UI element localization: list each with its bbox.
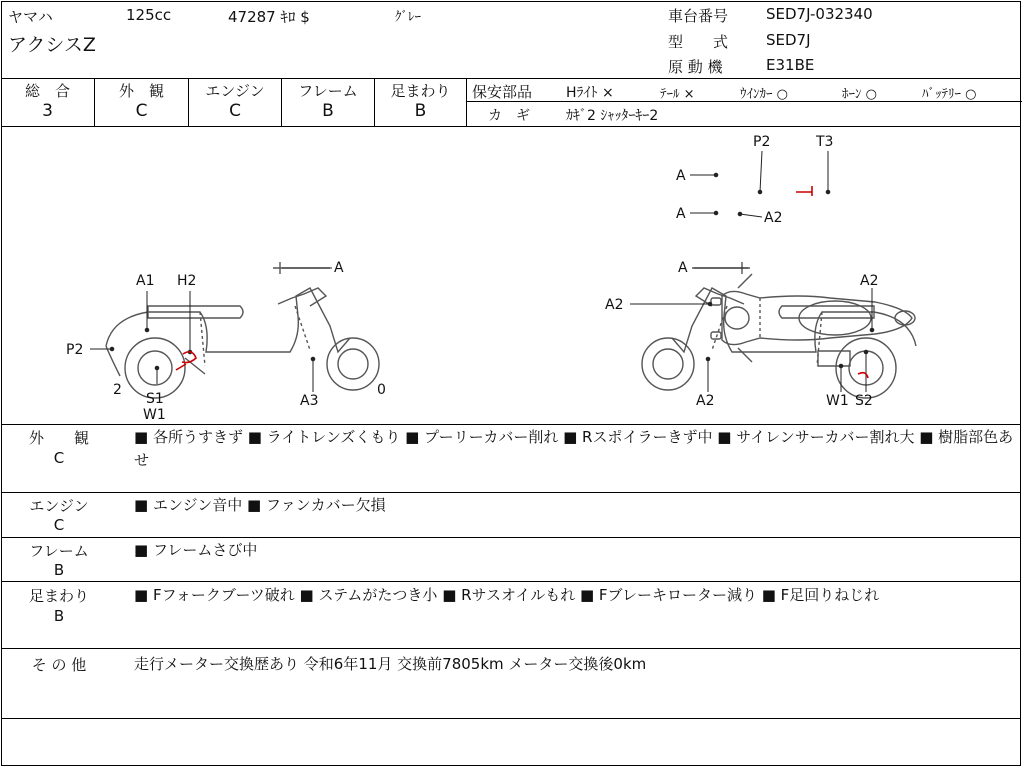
right-label-a2-right: A2: [860, 273, 879, 289]
left-label-s1: S1: [146, 391, 164, 407]
safety-winker: ｳｲﾝｶｰ ○: [740, 87, 788, 102]
safety-horn: ﾎｰﾝ ○: [842, 87, 877, 102]
frame-no-label: 車台番号: [668, 7, 729, 25]
left-label-2: 2: [113, 382, 122, 398]
exterior-grade-label: 外 観: [118, 82, 164, 100]
top-label-t3: T3: [816, 134, 834, 150]
engine-value: E31BE: [766, 56, 815, 74]
section-line: [1, 648, 1021, 649]
engine-section-text: ■ エンジン音中 ■ ファンカバー欠損: [134, 496, 386, 514]
other-section-label: そ の 他: [31, 656, 87, 674]
left-label-w1: W1: [143, 407, 166, 423]
left-label-p2: P2: [66, 342, 84, 358]
frame-section-text: ■ フレームさび中: [134, 541, 258, 559]
section-line: [1, 718, 1021, 719]
left-label-a1: A1: [136, 273, 155, 289]
frame-section-grade: B: [53, 561, 65, 579]
safety-headlight: Hﾗｲﾄ ×: [566, 85, 614, 101]
model-name: アクシスZ: [8, 34, 96, 56]
left-label-h2: H2: [177, 273, 197, 289]
frame-section-label: フレーム: [29, 542, 89, 560]
top-label-a2: A: [676, 206, 686, 222]
right-label-w1: W1: [826, 393, 849, 409]
left-label-0: 0: [377, 382, 386, 398]
suspension-section-grade: B: [53, 607, 65, 625]
mileage-info: 47287 ｷﾛ $: [228, 8, 310, 26]
damage-diagram: [0, 126, 1022, 424]
engine-section-label: エンジン: [29, 497, 89, 515]
key-label: カ ギ: [488, 108, 530, 124]
grade-row-top-line: [1, 78, 1021, 79]
engine-section-grade: C: [53, 516, 65, 534]
safety-label: 保安部品: [472, 83, 533, 101]
type-value: SED7J: [766, 31, 811, 49]
exterior-section-grade: C: [53, 449, 65, 467]
top-label-a1: A: [676, 168, 686, 184]
frame-no: SED7J-032340: [766, 5, 873, 23]
maker: ヤマハ: [8, 8, 53, 26]
other-section-text: 走行メーター交換歴あり 令和6年11月 交換前7805km メーター交換後0km: [134, 655, 647, 673]
right-label-s2: S2: [855, 393, 873, 409]
exterior-section-text: ■ 各所うすきず ■ ライトレンズくもり ■ プーリーカバー削れ ■ Rスポイラーきず中 ■ サイレンサーカバー割れ大 ■ 樹脂部色あせ: [134, 428, 1014, 469]
overall-grade: 3: [42, 101, 53, 121]
top-label-p2: P2: [753, 134, 771, 150]
type-label: 型 式: [668, 33, 729, 51]
right-label-a2-bottom: A2: [696, 393, 715, 409]
frame-grade-label: フレーム: [298, 82, 358, 100]
displacement: 125cc: [126, 6, 172, 24]
right-label-a2-left: A2: [605, 297, 624, 313]
color-name: ｸﾞﾚｰ: [395, 10, 421, 25]
suspension-grade-label: 足まわり: [390, 82, 451, 100]
engine-grade-label: エンジン: [205, 82, 265, 100]
grade-divider: [466, 78, 467, 126]
top-label-a3: A2: [764, 210, 783, 226]
key-value: ｶｷﾞ2 ｼｬｯﾀｰｷｰ2: [566, 108, 659, 124]
suspension-section-text: ■ Fフォークブーツ破れ ■ ステムがたつき小 ■ Rサスオイルもれ ■ Fブレーキローター減り ■ F足回りねじれ: [134, 586, 880, 604]
frame-grade: B: [322, 101, 334, 121]
left-label-a3: A3: [300, 393, 319, 409]
section-line: [1, 492, 1021, 493]
safety-battery: ﾊﾞｯﾃﾘｰ ○: [922, 87, 977, 102]
section-line: [1, 424, 1021, 425]
exterior-section-label: 外 観: [28, 429, 89, 447]
left-label-a: A: [334, 260, 344, 276]
engine-grade: C: [229, 101, 241, 121]
suspension-section-label: 足まわり: [28, 587, 89, 605]
exterior-grade: C: [135, 101, 148, 121]
overall-grade-label: 総 合: [24, 82, 70, 100]
section-line: [1, 581, 1021, 582]
safety-tail: ﾃｰﾙ ×: [660, 87, 695, 102]
right-label-a: A: [678, 260, 688, 276]
suspension-grade: B: [414, 101, 427, 121]
section-line: [1, 537, 1021, 538]
engine-label: 原 動 機: [668, 58, 723, 76]
